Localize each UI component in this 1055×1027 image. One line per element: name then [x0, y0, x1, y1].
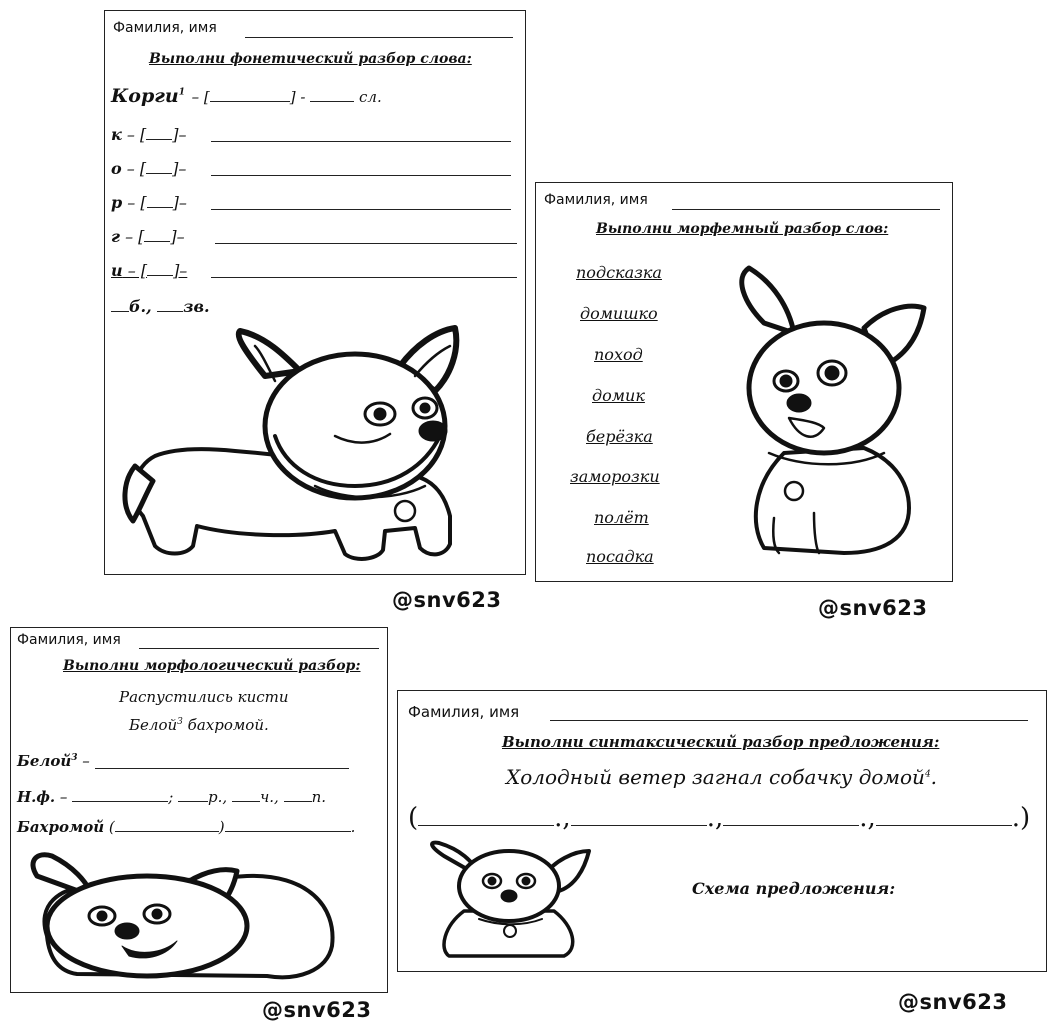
letter-row: р – [ ]–	[111, 193, 187, 212]
letter-answer-line[interactable]	[215, 243, 517, 244]
sound-count-row	[111, 297, 210, 316]
name-label: Фамилия, имя	[544, 192, 648, 208]
name-field-line[interactable]	[550, 720, 1028, 721]
morphemic-word: берёзка	[586, 427, 653, 446]
corgi-illustration	[424, 841, 594, 961]
letter-answer-line[interactable]	[211, 277, 517, 278]
morph-sentence-line2: Белой$^3$ бахромой.	[129, 716, 269, 734]
watermark: @snv623	[818, 596, 928, 620]
morphemic-word: поход	[594, 345, 643, 364]
name-field-line[interactable]	[139, 648, 379, 649]
letter-answer-line[interactable]	[211, 209, 511, 210]
syntactic-title: Выполни синтаксический разбор предложения:	[502, 733, 940, 751]
morph-row-bahr: Бахромой ( ) .	[17, 818, 356, 836]
corgi-illustration	[17, 846, 347, 986]
morphemic-word: подсказка	[576, 263, 662, 282]
letter-answer-line[interactable]	[211, 141, 511, 142]
morph-answer-line[interactable]	[95, 768, 349, 769]
letter-row: к – [ ]–	[111, 125, 187, 144]
syntactic-sentence: Холодный ветер загнал собачку домой$^4$.	[506, 765, 938, 789]
watermark: @snv623	[262, 998, 372, 1022]
morphemic-word: полёт	[594, 508, 649, 527]
name-field-line[interactable]	[245, 37, 513, 38]
letter-row: о – [ ]–	[111, 159, 187, 178]
letter-row: и – [ ]–	[111, 261, 188, 280]
morphemic-word: домишко	[580, 304, 658, 323]
morphological-title: Выполни морфологический разбор:	[63, 658, 361, 674]
morphemic-title: Выполни морфемный разбор слов:	[596, 221, 889, 237]
scheme-label: Схема предложения:	[692, 879, 896, 898]
corgi-illustration	[115, 316, 525, 566]
phonetic-title: Выполни фонетический разбор слова:	[149, 51, 472, 67]
name-field-line[interactable]	[672, 209, 940, 210]
morphemic-word: домик	[592, 386, 645, 405]
morphemic-word: заморозки	[570, 467, 660, 486]
phonetic-card	[104, 10, 526, 575]
corgi-illustration	[714, 263, 934, 563]
watermark: @snv623	[898, 990, 1008, 1014]
syntactic-answer-row[interactable]: ( ., ., ., .)	[408, 803, 1031, 833]
syllables-suffix: сл.	[359, 88, 382, 106]
watermark: @snv623	[392, 588, 502, 612]
phonetic-word-row: Корги$^1$ – [ ] - сл.	[111, 85, 382, 107]
morphological-card	[10, 627, 388, 993]
count-b: б.,	[129, 297, 152, 316]
morph-row-belo: Белой$^3$ –	[17, 752, 90, 770]
name-label: Фамилия, имя	[113, 20, 217, 36]
name-label: Фамилия, имя	[17, 632, 121, 648]
letter-row: г – [ ]–	[111, 227, 185, 246]
morph-row-nf: Н.ф. – ; р., ч., п.	[17, 788, 327, 806]
phonetic-word-note: 1	[178, 87, 186, 98]
name-label: Фамилия, имя	[408, 703, 520, 721]
morphemic-word: посадка	[586, 547, 654, 566]
syntactic-card	[397, 690, 1047, 972]
count-zv: зв.	[183, 297, 210, 316]
morph-sentence-line1: Распустились кисти	[119, 688, 289, 706]
letter-answer-line[interactable]	[211, 175, 511, 176]
morphemic-card	[535, 182, 953, 582]
phonetic-word: Корги	[111, 85, 179, 107]
